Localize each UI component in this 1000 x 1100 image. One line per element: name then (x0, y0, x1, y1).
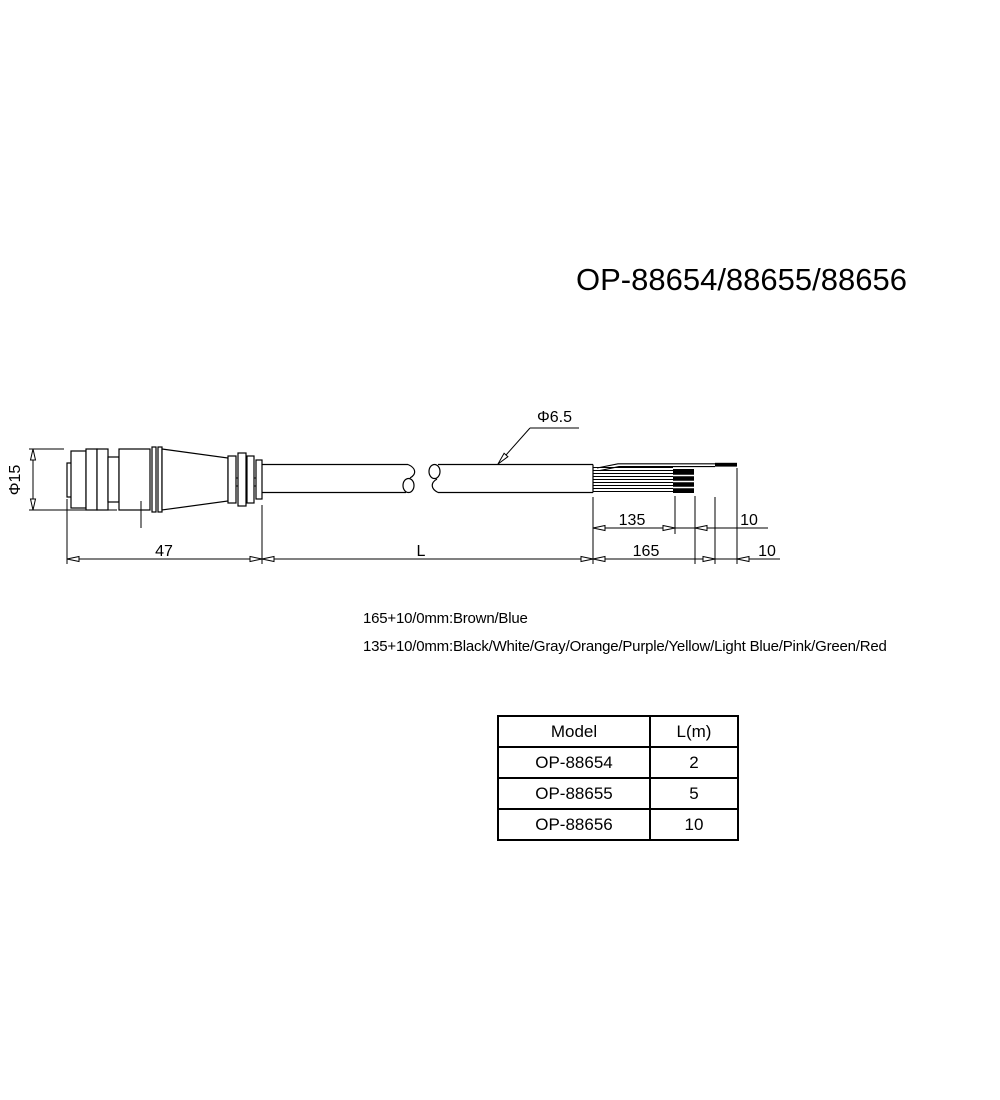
cable-break-left (408, 465, 415, 479)
table-cell-model: OP-88655 (498, 778, 650, 809)
table-header-row (498, 716, 738, 747)
table-cell-model: OP-88656 (498, 809, 650, 840)
table-row (498, 809, 738, 840)
dim-label-wire-length-short: 135 (618, 512, 646, 529)
dim-label-cable-length: L (416, 543, 426, 560)
wire-bundle-drawing (593, 463, 737, 493)
connector-drawing (67, 447, 262, 512)
dim-label-connector-length: 47 (155, 543, 173, 560)
dim-label-connector-diameter: Φ15 (7, 464, 24, 496)
dim-label-wire-length-long: 165 (632, 543, 660, 560)
model-length-table (497, 715, 739, 841)
wire-note-165: 165+10/0mm:Brown/Blue (363, 610, 528, 627)
wire-note-135: 135+10/0mm:Black/White/Gray/Orange/Purple/Yellow/Light Blue/Pink/Green/Red (363, 638, 887, 655)
table-cell-length: 10 (650, 809, 738, 840)
table-row (498, 778, 738, 809)
table-row (498, 747, 738, 778)
table-cell-model: OP-88654 (498, 747, 650, 778)
table-cell-length: 5 (650, 778, 738, 809)
table-cell-length: 2 (650, 747, 738, 778)
cable-drawing (262, 465, 593, 493)
connector-taper (162, 449, 228, 510)
wire-stripped-end-long (715, 463, 737, 467)
dim-label-cable-diameter: Φ6.5 (537, 409, 573, 426)
cable-diameter-callout (498, 428, 579, 464)
drawing-title: OP-88654/88655/88656 (576, 262, 907, 297)
table-header-length: L(m) (650, 716, 738, 747)
cable-break-right (429, 465, 440, 479)
table-header-model: Model (498, 716, 650, 747)
dim-label-strip-length-short: 10 (740, 512, 758, 529)
dim-label-strip-length-long: 10 (758, 543, 776, 560)
